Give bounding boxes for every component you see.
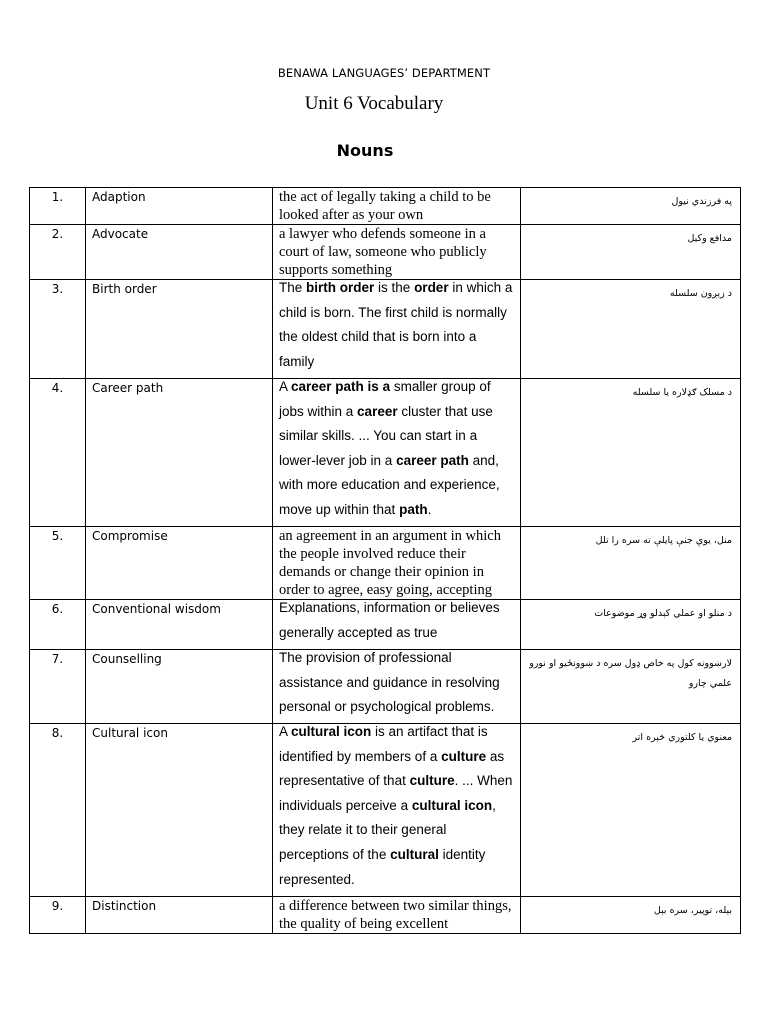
definition-bold-segment: culture [409, 773, 455, 789]
table-row [30, 188, 741, 225]
department-heading: BENAWA LANGUAGES’ DEPARTMENT [277, 66, 491, 80]
definition-segment: A [279, 724, 292, 739]
table-row [30, 897, 741, 934]
vocabulary-table [29, 187, 741, 934]
definition-segment: a difference between two similar things, the quality of being excellent [279, 898, 512, 932]
definition-text [273, 596, 520, 645]
table-row [30, 379, 741, 527]
definition-bold-segment: culture [441, 748, 487, 764]
definition-segment: , they relate it to their general perceptions of the [279, 797, 496, 862]
table-row [30, 527, 741, 600]
vocabulary-word: Advocate [86, 225, 273, 280]
row-number: 4. [30, 379, 86, 527]
definition-bold-segment: order [414, 280, 449, 295]
vocabulary-word: Career path [86, 379, 273, 527]
definition-segment: The provision of professional assistance and guidance in resolving personal or psychological problems. [279, 650, 500, 715]
table-row [30, 225, 741, 280]
definition-text [273, 375, 520, 523]
definition-text [273, 188, 520, 224]
definition-bold-segment: career [357, 403, 398, 419]
definition-bold-segment: cultural icon [291, 724, 372, 739]
definition-bold-segment: cultural [390, 846, 439, 862]
definition-segment: identity represented. [279, 846, 486, 887]
row-number: 2. [30, 225, 86, 280]
definition-segment: as representative of that [279, 748, 505, 789]
definition-bold-segment: birth order [306, 280, 375, 295]
definition-cell [273, 379, 521, 527]
definition-cell [273, 724, 521, 897]
definition-bold-segment: path [399, 501, 428, 517]
pashto-translation: مدافع وکیل [521, 225, 741, 280]
definition-text [273, 225, 520, 279]
pashto-translation: بېله، توپیر، سره بېل [521, 897, 741, 934]
row-number: 7. [30, 650, 86, 724]
definition-cell [273, 897, 521, 934]
definition-text [273, 527, 520, 599]
definition-segment: is the [374, 280, 415, 295]
row-number: 3. [30, 280, 86, 379]
vocabulary-word: Distinction [86, 897, 273, 934]
definition-cell [273, 188, 521, 225]
definition-bold-segment: cultural icon [411, 797, 493, 813]
vocabulary-word: Conventional wisdom [86, 600, 273, 650]
vocabulary-word: Adaption [86, 188, 273, 225]
vocabulary-word: Compromise [86, 527, 273, 600]
row-number: 9. [30, 897, 86, 934]
pashto-translation: معنوي یا کلتوري څېره اتر [521, 724, 741, 897]
definition-segment: A [279, 379, 292, 394]
vocabulary-table-body [30, 188, 741, 934]
pashto-translation: د زېږون سلسله [521, 280, 741, 379]
section-heading: Nouns [336, 141, 394, 160]
definition-segment: cluster that use similar skills. ... You can start in a lower-lever job in a [279, 403, 493, 468]
definition-cell [273, 600, 521, 650]
table-row [30, 600, 741, 650]
row-number: 1. [30, 188, 86, 225]
vocabulary-word: Birth order [86, 280, 273, 379]
vocabulary-word: Counselling [86, 650, 273, 724]
definition-bold-segment: career path is a [291, 379, 391, 394]
pashto-translation: د منلو او عملي کېدلو وړ موضوعات [521, 600, 741, 650]
definition-text [273, 720, 520, 892]
definition-cell [273, 650, 521, 724]
row-number: 8. [30, 724, 86, 897]
definition-segment: the act of legally taking a child to be looked after as your own [279, 189, 491, 223]
definition-segment: . ... When individuals perceive a [279, 773, 513, 813]
definition-segment: and, with more education and experience, move up within that [279, 452, 500, 517]
definition-cell [273, 527, 521, 600]
definition-cell [273, 225, 521, 280]
pashto-translation: د مسلک ګډلاره یا سلسله [521, 379, 741, 527]
definition-text [273, 897, 520, 933]
table-row [30, 724, 741, 897]
definition-text [273, 276, 520, 374]
row-number: 5. [30, 527, 86, 600]
definition-segment: smaller group of jobs within a [279, 379, 491, 419]
pashto-translation: لارښوونه کول په خاص ډول سره د ښوونځیو او نورو علمي چارو [521, 650, 741, 724]
definition-text [273, 646, 520, 720]
table-row [30, 280, 741, 379]
definition-segment: in which a child is born. The first child is normally the oldest child that is born into a family [279, 280, 513, 369]
table-row [30, 650, 741, 724]
pashto-translation: په فرزندي نیول [521, 188, 741, 225]
definition-segment: an agreement in an argument in which the people involved reduce their demands or change their opinion in order to agree, easy going, accepting [279, 528, 501, 598]
definition-bold-segment: career path [396, 452, 469, 468]
definition-segment: Explanations, information or believes generally accepted as true [279, 600, 500, 640]
pashto-translation: منل، یوې جنې پایلې ته سره را تلل [521, 527, 741, 600]
definition-segment: a lawyer who defends someone in a court of law, someone who publicly supports something [279, 226, 487, 278]
definition-segment: . [427, 501, 432, 517]
page-title: Unit 6 Vocabulary [304, 93, 444, 114]
row-number: 6. [30, 600, 86, 650]
vocabulary-word: Cultural icon [86, 724, 273, 897]
definition-segment: The [279, 280, 307, 295]
definition-segment: is an artifact that is identified by members of a [279, 724, 488, 764]
definition-cell [273, 280, 521, 379]
